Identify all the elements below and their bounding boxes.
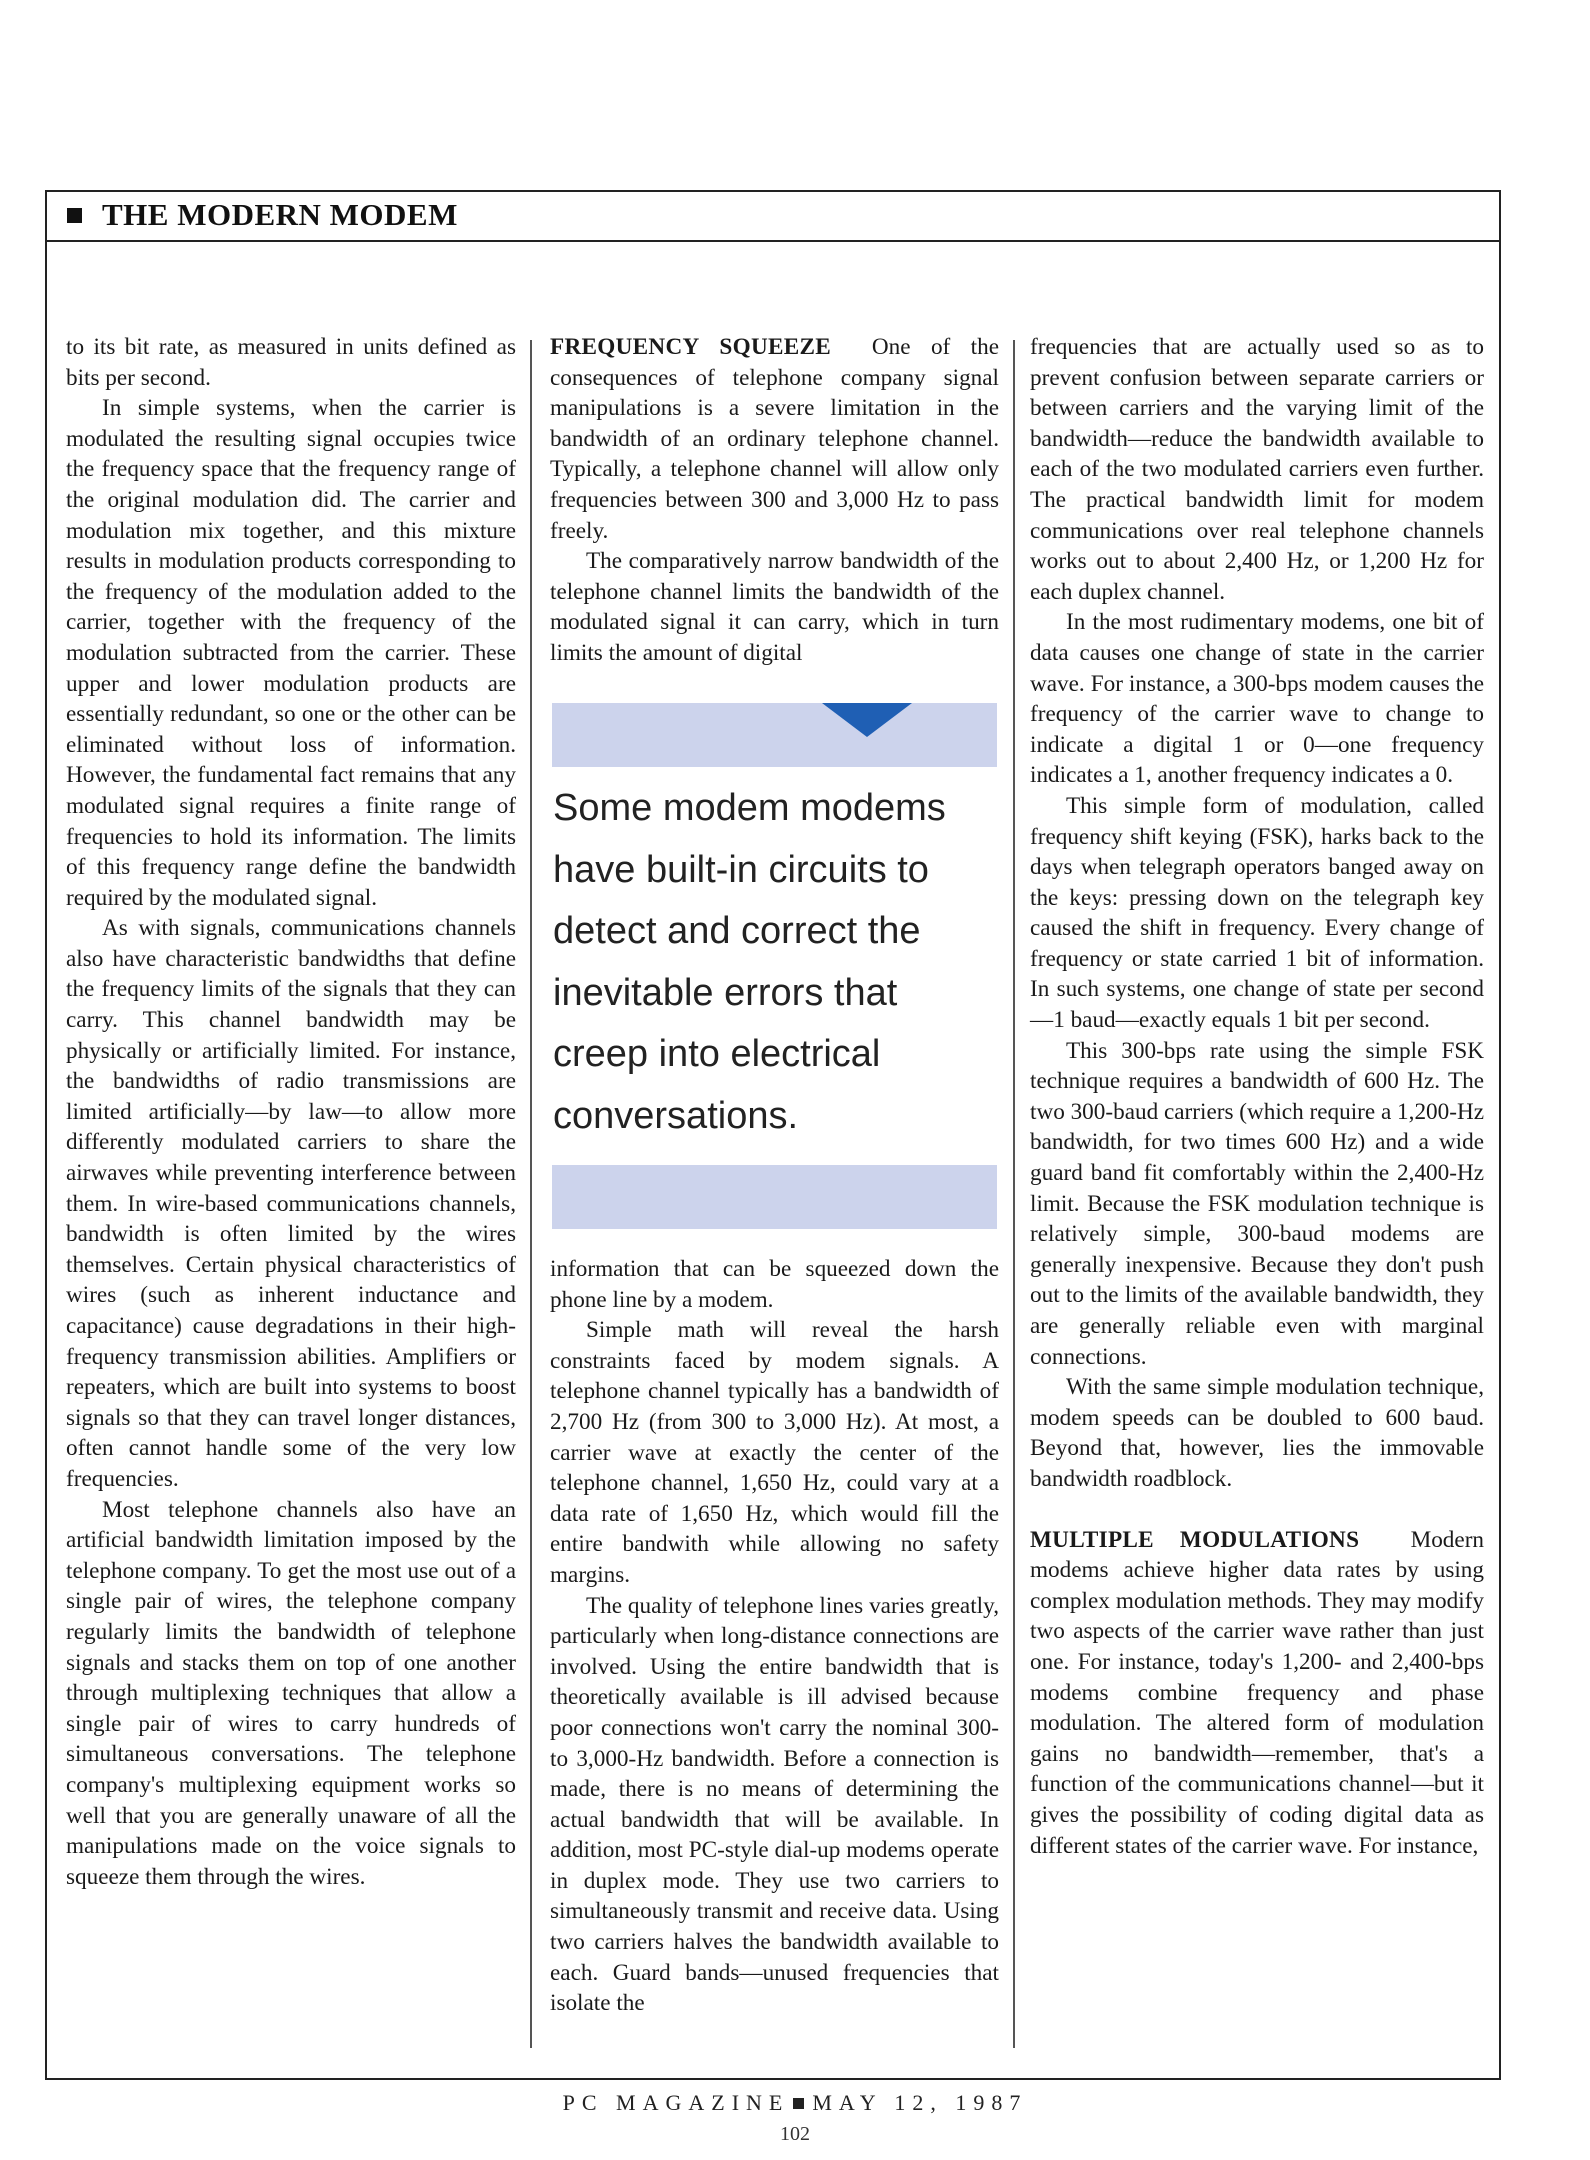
- section-title: THE MODERN MODEM: [102, 197, 458, 232]
- paragraph: In the most rudimentary modems, one bit of data causes one change of state in the carrier wave. For instance, a 300-bps modem causes the frequency of the carrier wave to change to indicate a digital 1 or 0—one frequency indicates a 1, another frequency indicates a 0.: [1030, 609, 1484, 789]
- column-2-top: [550, 332, 999, 669]
- column-3: [1030, 332, 1484, 1861]
- paragraph: information that can be squeezed down the phone line by a modem.: [550, 1256, 999, 1313]
- paragraph: As with signals, communications channels also have characteristic bandwidths that define the frequency limits of the signals that they can carry. This channel bandwidth may be physically or artificially limited. For instance, the bandwidths of radio transmissions are limited artificially—by law—to allow more differently modulated carriers to share the airwaves while preventing interference between them. In wire-based communications channels, bandwidth is often limited by the wires themselves. Certain physical characteristics of wires (such as inherent inductance and capacitance) cause degradations in their high-frequency transmission abilities. Amplifiers or repeaters, which are built into systems to boost signals so that they can travel longer distances, often cannot handle some of the very low frequencies.: [66, 915, 516, 1492]
- paragraph-text: Modern modems achieve higher data rates by using complex modulation methods. They may modify two aspects of the carrier wave rather than just one. For instance, today's 1,200- and 2,400-bps modems combine frequency and phase modulation. The altered form of modulation gains no bandwidth—remember, that's a function of the communications channel—but it gives the possibility of coding digital data as different states of the carrier wave. For instance,: [1030, 1526, 1485, 1859]
- column-1: [66, 332, 516, 1892]
- folio: [0, 2090, 1590, 2116]
- paragraph: In simple systems, when the carrier is modulated the resulting signal occupies twice the frequency space that the frequency range of the original modulation did. The carrier and modulation mix together, and this mixture results in modulation products corresponding to the frequency of the modulation added to the carrier, together with the frequency of the modulation subtracted from the carrier. These upper and lower modulation products are essentially redundant, so one or the other can be eliminated without loss of information. However, the fundamental fact remains that any modulated signal requires a finite range of frequencies to hold its information. The limits of this frequency range define the bandwidth required by the modulated signal.: [66, 395, 516, 911]
- paragraph: With the same simple modulation technique, modem speeds can be doubled to 600 baud. Beyond that, however, lies the immovable bandwidth roadblock.: [1030, 1374, 1484, 1492]
- paragraph: This simple form of modulation, called frequency shift keying (FSK), harks back to the days when telegraph operators banged away on the keys: pressing down on the telegraph key caused the shift in frequency. Every change of frequency or state carried 1 bit of information. In such systems, one change of state per second—1 baud—exactly equals 1 bit per second.: [1030, 792, 1484, 1034]
- pull-quote-band-top: [552, 703, 997, 767]
- paragraph: [1030, 1525, 1484, 1862]
- section-header: [45, 190, 1501, 242]
- subhead-multiple-modulations: MULTIPLE MODULATIONS: [1030, 1526, 1360, 1553]
- square-bullet-icon: [67, 208, 82, 223]
- magazine-name: PC MAGAZINE: [562, 2090, 790, 2115]
- paragraph: Simple math will reveal the harsh constraints faced by modem signals. A telephone channel typically has a bandwidth of 2,700 Hz (from 300 to 3,000 Hz). At most, a carrier wave at exactly the center of the telephone channel, 1,650 Hz, could vary at a data rate of 1,650 Hz, which would fill the entire bandwith while allowing no safety margins.: [550, 1317, 999, 1588]
- paragraph-text: One of the consequences of telephone company signal manipulations is a severe limitation in the bandwidth of an ordinary telephone channel. Typically, a telephone channel will allow only frequencies between 300 and 3,000 Hz to pass freely.: [550, 334, 1000, 544]
- paragraph: Most telephone channels also have an artificial bandwidth limitation imposed by the telephone company. To get the most use out of a single pair of wires, the telephone company regularly limits the bandwidth of telephone signals and stacks them on top of one another through multiplexing techniques that allow a single pair of wires to carry hundreds of simultaneous conversations. The telephone company's multiplexing equipment works so well that you are generally unaware of all the manipulations made on the voice signals to squeeze them through the wires.: [66, 1496, 516, 1890]
- column-2-bottom: [550, 1254, 999, 2019]
- pull-quote-band-bottom: [552, 1165, 997, 1229]
- square-bullet-icon: [793, 2098, 804, 2109]
- page-number: 102: [780, 2123, 810, 2145]
- column-rule: [530, 340, 532, 2048]
- column-rule: [1013, 340, 1015, 2048]
- arrow-down-icon: [822, 703, 912, 737]
- paragraph: frequencies that are actually used so as to prevent confusion between separate carriers or between carriers and the varying limit of the bandwidth—reduce the bandwidth available to each of the two modulated carriers even further. The practical bandwidth limit for modem communications over real telephone channels works out to about 2,400 Hz, or 1,200 Hz for each duplex channel.: [1030, 334, 1484, 605]
- paragraph: to its bit rate, as measured in units defined as bits per second.: [66, 334, 516, 391]
- pull-quote: Some modem modems have built-in circuits to detect and correct the inevitable errors that creep into electrical conversations.: [553, 787, 946, 1137]
- issue-date: MAY 12, 1987: [812, 2090, 1028, 2115]
- paragraph: [550, 332, 999, 546]
- paragraph: The quality of telephone lines varies greatly, particularly when long-distance connections are involved. Using the entire bandwidth that is theoretically available is ill advised because poor connections won't carry the nominal 300- to 3,000-Hz bandwidth. Before a connection is made, there is no means of determining the actual bandwidth that will be available. In addition, most PC-style dial-up modems operate in duplex mode. They use two carriers to simultaneously transmit and receive data. Using two carriers halves the bandwidth available to each. Guard bands—unused frequencies that isolate the: [550, 1592, 999, 2017]
- paragraph: The comparatively narrow bandwidth of the telephone channel limits the bandwidth of the modulated signal it can carry, which in turn limits the amount of digital: [550, 548, 999, 666]
- paragraph: This 300-bps rate using the simple FSK technique requires a bandwidth of 600 Hz. The two 300-baud carriers (which require a 1,200-Hz bandwidth, for two times 600 Hz) and a wide guard band fit comfortably within the 2,400-Hz limit. Because the FSK modulation technique is relatively simple, 300-baud modems are generally inexpensive. Because they don't push out to the limits of the available bandwidth, they are generally reliable even with marginal connections.: [1030, 1037, 1484, 1370]
- subhead-frequency-squeeze: FREQUENCY SQUEEZE: [550, 334, 832, 360]
